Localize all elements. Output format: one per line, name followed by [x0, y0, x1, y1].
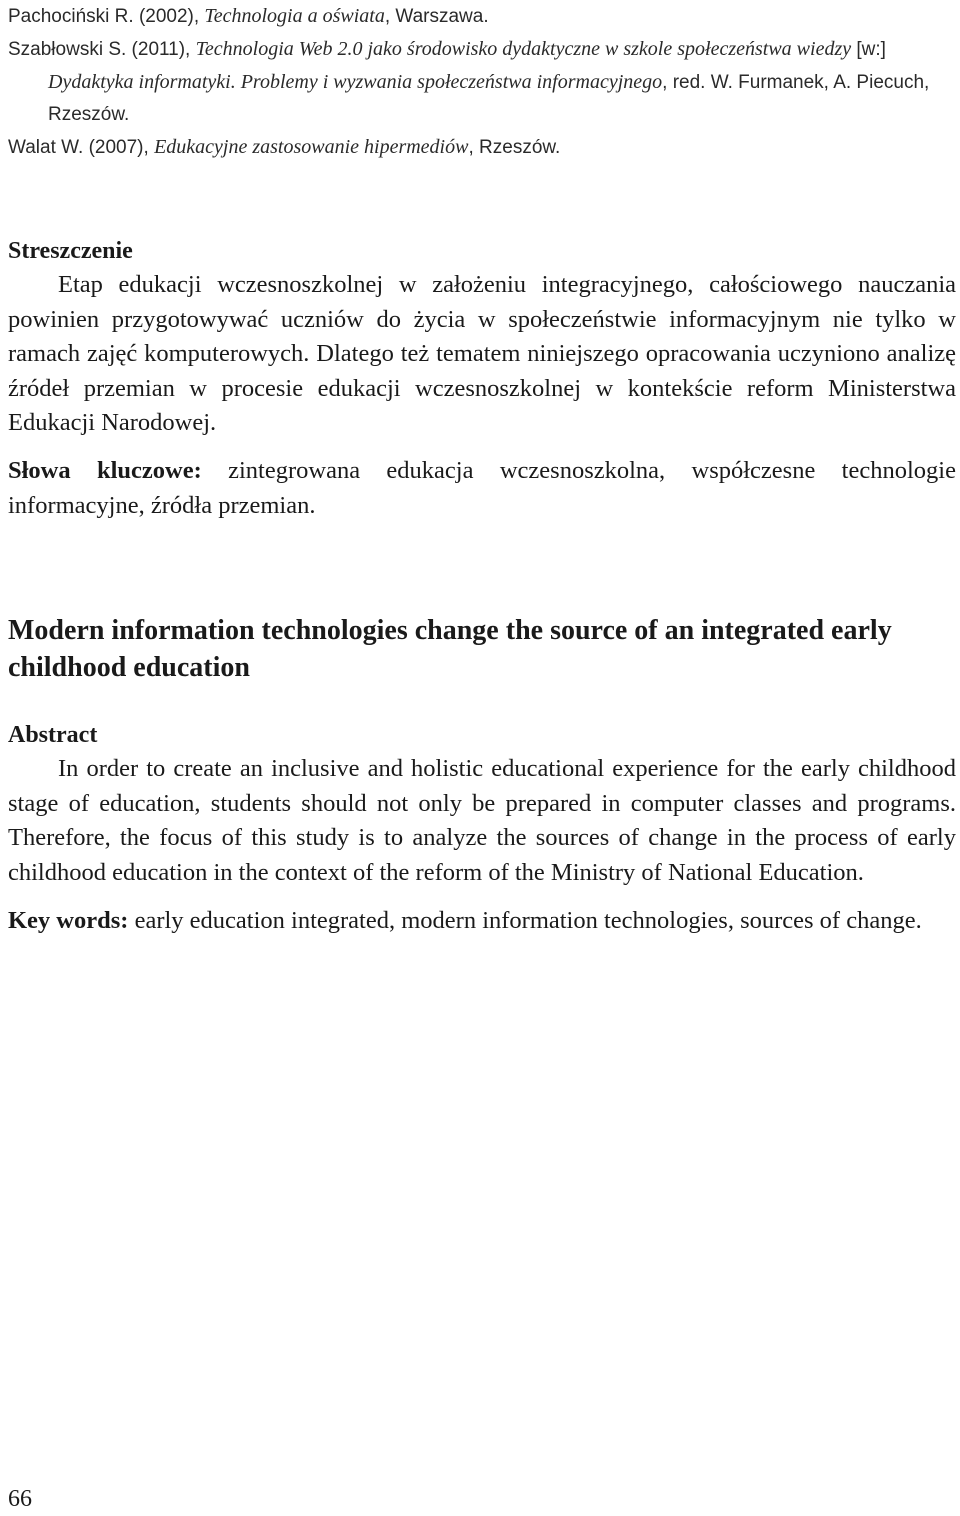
summary-body: Etap edukacji wczesnoszkolnej w założeniu integracyjnego, całościowego nauczania powinien przygotowywać uczniów do życia w społeczeństwie informacyjnym nie tylko w ramach zajęć komputerowych. Dlatego też tematem niniejszego opracowania uczyniono analizę źródeł przemian w procesie edukacji wczesnoszkolnej w kontekście reform Ministerstwa Edukacji Narodowej. — [8, 271, 956, 437]
page-number: 66 — [8, 1486, 32, 1512]
keywords-line — [8, 454, 956, 523]
keywords-text: zintegrowana edukacja wczesnoszkolna, współczesne technologie informacyjne, źródła przemian. — [8, 456, 956, 519]
english-abstract — [8, 612, 956, 939]
abstract-body: In order to create an inclusive and holistic educational experience for the early childhood stage of education, students should not only be prepared in computer classes and programs. Therefore, the focus of this study is to analyze the sources of change in the process of early childhood education in the context of the reform of the Ministry of National Education. — [8, 755, 956, 886]
summary-heading: Streszczenie — [8, 238, 133, 264]
keywords-label: Key words: — [8, 907, 129, 935]
reference-title: Edukacyjne zastosowanie hipermediów — [154, 136, 469, 158]
reference-title: Technologia a oświata — [204, 5, 385, 27]
article-title: Modern information technologies change the source of an integrated early childhood education — [8, 615, 892, 683]
keywords-label: Słowa kluczowe: — [8, 456, 202, 484]
reference-item: Szabłowski S. (2011), Technologia Web 2.0 jako środowisko dydaktyczne w szkole społeczeństwa wiedzy [w:] Dydaktyka informatyki. Problemy i wyzwania społeczeństwa informacyjnego, red. W. Furmanek, A. Piecuch, Rzeszów. — [8, 38, 930, 125]
keywords-line — [8, 904, 956, 939]
polish-summary — [8, 234, 956, 523]
keywords-text: early education integrated, modern information technologies, sources of change. — [128, 907, 922, 935]
reference-title: Technologia Web 2.0 jako środowisko dydaktyczne w szkole społeczeństwa wiedzy — [195, 38, 852, 60]
abstract-heading: Abstract — [8, 722, 98, 748]
reference-item: Walat W. (2007), Edukacyjne zastosowanie hipermediów, Rzeszów. — [8, 136, 561, 158]
reference-item: Pachociński R. (2002), Technologia a oświata, Warszawa. — [8, 5, 489, 27]
reference-title: Dydaktyka informatyki. Problemy i wyzwania społeczeństwa informacyjnego — [48, 71, 663, 93]
references-list — [8, 0, 956, 164]
